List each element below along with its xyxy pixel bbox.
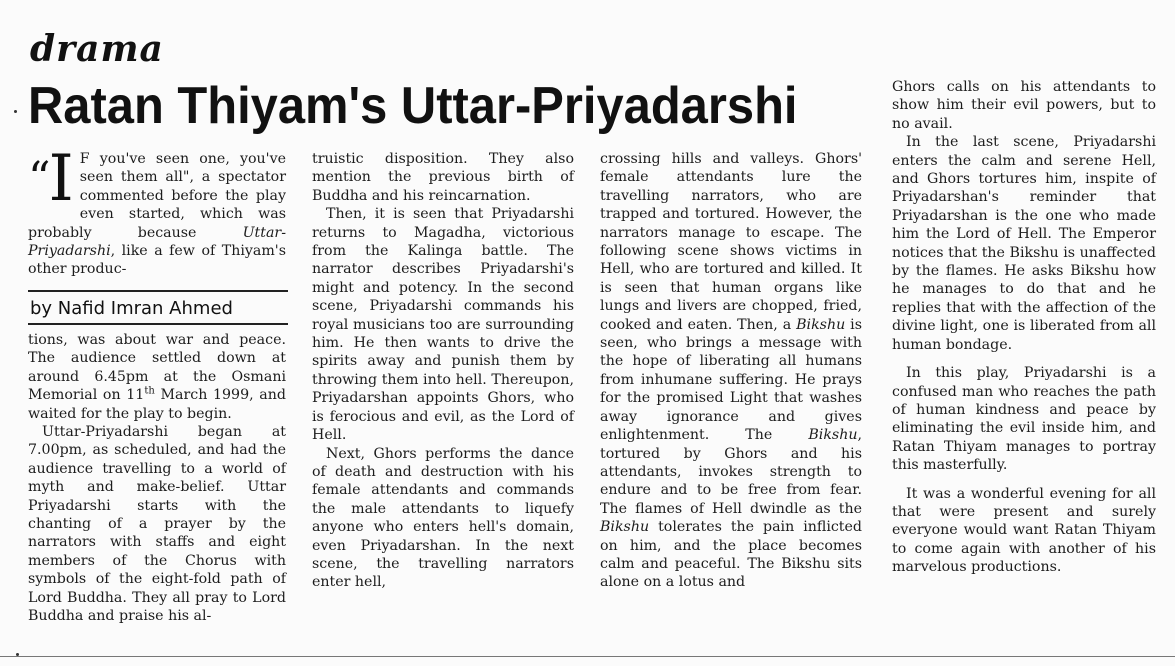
- column-1: [28, 331, 286, 626]
- lead-text: F you've seen one, you've seen them all", a spectator commented before the play even started, which was probably because: [28, 151, 286, 241]
- lead-text-after: , like a few of Thiyam's other produc-: [28, 243, 286, 278]
- bottom-rule: [0, 656, 1175, 657]
- lead-title-italic: Uttar-Priyadarshi: [28, 224, 286, 260]
- col4-paragraph-2: In the last scene, Priyadarshi enters the calm and serene Hell, and Ghors tortures him, inspite of Priyadarshan's reminder that Priyadarshan is the one who made him the Lord of Hell. The Emperor notices that the Bikshu is unaffected by the flames. He asks Bikshu how he manages to do that and he replies that with the affection of the divine light, one is liberated from all human bondage.: [892, 134, 1156, 353]
- col4-paragraph-1: Ghors calls on his attendants to show him their evil powers, but to no avail.: [892, 79, 1156, 132]
- scan-speck: [14, 110, 17, 113]
- drop-cap: “I: [28, 142, 74, 216]
- lead-paragraph: [28, 142, 286, 279]
- column-4: [892, 78, 1156, 577]
- col4-paragraph-4: It was a wonderful evening for all that were present and surely everyone would want Ratan Thiyam to come again with another of his marvelous productions.: [892, 485, 1156, 576]
- col2-paragraph-3: Next, Ghors performs the dance of death and destruction with his female attendants and commands the male attendants to liquefy anyone who enters hell's domain, even Priyadarshan. In the next scene, the travelling narrators enter hell,: [312, 445, 574, 591]
- col2-paragraph-2: Then, it is seen that Priyadarshi returns to Magadha, victorious from the Kalinga battle. The narrator describes Priyadarshi's might and potency. In the second scene, Priyadarshi commands his royal musicians too are surrounding him. He then wants to drive the spirits away and punish them by throwing them into hell. Thereupon, Priyadarshan appoints Ghors, who is ferocious and evil, as the Lord of Hell.: [312, 206, 574, 444]
- col3-paragraph-1: crossing hills and valleys. Ghors' female attendants lure the travelling narrators, who are trapped and tortured. However, the narrators manage to escape. The following scene shows victims in Hell, who are tortured and killed. It is seen that human organs like lungs and livers are chopped, fried, cooked and eaten. Then, a Bikshu is seen, who brings a message with the hope of liberating all humans from inhumane suffering. He prays for the promised Light that washes away ignorance and gives enlightenment. The Bikshu, tortured by Ghors and his attendants, invokes strength to endure and to be free from fear. The flames of Hell dwindle as the Bikshu tolerates the pain inflicted on him, and the place becomes calm and peaceful. The Bikshu sits alone on a lotus and: [600, 151, 862, 591]
- column-3: [600, 150, 862, 592]
- column-2: [312, 150, 574, 592]
- section-label: drama: [30, 28, 164, 70]
- col1-paragraph-2: Uttar-Priyadarshi began at 7.00pm, as scheduled, and had the audience travelling to a world of myth and make-belief. Uttar Priyadarshi starts with the chanting of a prayer by the narrators with staffs and eight members of the Chorus with symbols of the eight-fold path of Lord Buddha. They all pray to Lord Buddha and praise his al-: [28, 424, 286, 625]
- byline: by Nafid Imran Ahmed: [28, 290, 288, 325]
- col4-paragraph-3: In this play, Priyadarshi is a confused man who reaches the path of human kindness and peace by eliminating the evil inside him, and Ratan Thiyam manages to portray this masterfully.: [892, 365, 1156, 474]
- scan-speck: [16, 653, 19, 656]
- col1-paragraph-1: tions, was about war and peace. The audience settled down at around 6.45pm at the Osmani Memorial on 11th March 1999, and waited for the play to begin.: [28, 332, 286, 422]
- col2-paragraph-1: truistic disposition. They also mention the previous birth of Buddha and his reincarnation.: [312, 151, 574, 204]
- headline: Ratan Thiyam's Uttar-Priyadarshi: [28, 77, 798, 135]
